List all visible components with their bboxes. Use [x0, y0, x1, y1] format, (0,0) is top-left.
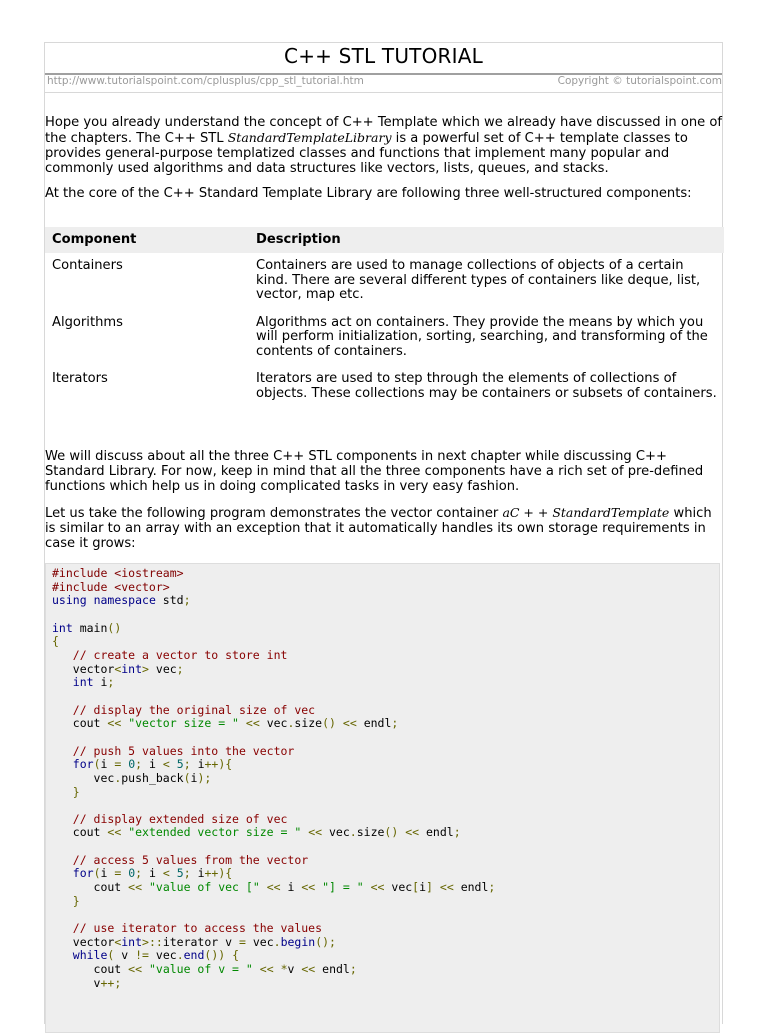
code-token: >:: [142, 934, 163, 949]
code-token: size [294, 716, 323, 731]
code-line [52, 608, 719, 622]
code-token: using [52, 593, 87, 608]
intro-paragraph [45, 115, 724, 176]
code-token: () [107, 620, 122, 635]
code-token: cout [52, 716, 108, 731]
code-token: #include <vector> [52, 579, 170, 594]
intro-italic-term: StandardTemplateLibrary [227, 130, 392, 145]
code-token: () [322, 716, 336, 731]
code-line [52, 676, 719, 690]
code-token [170, 757, 177, 771]
code-block [45, 563, 720, 1033]
vector-text-a: Let us take the following program demonstrates the vector container [45, 506, 503, 521]
code-token: vec [148, 661, 177, 676]
code-token: << [128, 880, 143, 895]
code-token: (); [315, 934, 336, 949]
code-token: v [287, 962, 302, 977]
code-token: vec [148, 948, 177, 963]
code-token: main [72, 620, 108, 635]
code-token: = [114, 866, 122, 881]
code-line [52, 963, 719, 977]
code-line [52, 840, 719, 854]
code-token [239, 716, 246, 730]
code-token: v [52, 975, 101, 990]
code-token: ); [197, 770, 212, 785]
code-token: int [121, 934, 143, 949]
components-intro-paragraph: At the core of the C++ Standard Template Library are following three well-structured components: [45, 186, 692, 201]
row-description: Algorithms act on containers. They provide the means by which you will perform initialization, sorting, searching, and transforming of the contents of containers. [256, 314, 708, 359]
code-line [52, 594, 719, 608]
code-token: < [114, 934, 122, 949]
code-token: endl [315, 962, 350, 977]
code-token: 5 [176, 757, 184, 772]
stl-discussion-paragraph: We will discuss about all the three C++ STL components in next chapter while discussing C++ Standard Library. For now, keep in mind that all the three components have a rich set of pre-defined functions which help us in doing complicated tasks in very easy fashion. [45, 449, 704, 494]
code-token [52, 757, 73, 771]
code-line [52, 826, 719, 840]
code-line [52, 949, 719, 963]
code-token [170, 866, 177, 880]
code-token: vec [322, 825, 350, 840]
code-token: << [301, 962, 316, 977]
code-token: v [114, 948, 136, 963]
code-line [52, 854, 719, 868]
code-token: ( [93, 866, 101, 881]
code-token: vec [245, 934, 274, 949]
code-line [52, 895, 719, 909]
vector-intro-paragraph [45, 505, 724, 551]
code-line [52, 690, 719, 704]
code-token: cout [52, 880, 129, 895]
code-token: ; [183, 757, 191, 772]
code-token [52, 648, 73, 662]
code-line [52, 581, 719, 595]
code-line [52, 772, 719, 786]
code-token [336, 716, 343, 730]
document-page [44, 42, 723, 1024]
row-description: Iterators are used to step through the elements of collections of objects. These collections may be containers or subsets of containers. [256, 371, 717, 401]
code-token: ( [107, 948, 115, 963]
code-token: << [259, 962, 274, 977]
code-line [52, 635, 719, 649]
code-token: begin [280, 934, 316, 949]
code-token: iterator v [162, 934, 239, 949]
code-token [433, 880, 440, 894]
code-token: "value of v = " [148, 962, 253, 977]
code-token: endl [453, 880, 489, 895]
code-token: ; [488, 880, 496, 895]
code-token: endl [419, 825, 454, 840]
code-token [52, 744, 73, 758]
code-token: vec [384, 880, 413, 895]
code-token: ++; [100, 975, 122, 990]
code-token: ++){ [204, 757, 233, 772]
code-token: // push 5 values into the vector [72, 743, 295, 758]
code-token: i [419, 880, 427, 895]
code-line [52, 649, 719, 663]
code-token: } [72, 893, 80, 908]
code-token: [ [412, 880, 420, 895]
code-token: . [349, 825, 357, 840]
code-token: << [301, 880, 316, 895]
table-header-row [45, 227, 724, 253]
code-token: ] [426, 880, 433, 895]
code-token: i [190, 757, 205, 772]
code-token: namespace [93, 593, 156, 608]
code-token: i [100, 866, 115, 881]
code-token: ; [453, 825, 461, 840]
code-token: ; [183, 866, 191, 881]
code-token: 0 [128, 866, 136, 881]
code-token: << [342, 716, 357, 731]
code-token [253, 962, 260, 976]
code-token: i [190, 770, 198, 785]
code-token: vector [52, 934, 115, 949]
code-token: int [121, 661, 143, 676]
code-token: > [142, 661, 149, 676]
code-token: i [93, 675, 108, 690]
code-token: ; [135, 757, 143, 772]
code-token: * [280, 962, 288, 977]
code-line [52, 813, 719, 827]
code-token: () [384, 825, 399, 840]
code-token: << [370, 880, 385, 895]
code-token [142, 962, 149, 976]
code-token: end [183, 948, 205, 963]
code-token [52, 703, 73, 717]
vector-text-b: which is similar to an array with an exception that it automatically handles its own storage requirements in case it grows: [45, 506, 712, 551]
code-token: int [52, 620, 73, 635]
code-token: . [273, 934, 281, 949]
code-token: << [245, 716, 260, 731]
code-token: vec [259, 716, 288, 731]
code-token: << [107, 825, 122, 840]
code-token: int [72, 675, 94, 690]
code-line [52, 567, 719, 581]
code-token: vec [52, 770, 115, 785]
intro-text-b: is a powerful set of C++ template classes to provides general-purpose templatized classes and functions that implement many popular and commonly used algorithms and data structures like vectors, lists, queues, and stacks. [45, 131, 688, 176]
row-description: Containers are used to manage collections of objects of a certain kind. There are several different types of containers like deque, list, vector, map etc. [256, 258, 701, 302]
code-token: < [162, 757, 170, 772]
code-token: ( [183, 770, 191, 785]
code-token: 5 [176, 866, 184, 881]
code-token: } [72, 784, 80, 799]
code-token [52, 921, 73, 935]
code-token [52, 812, 73, 826]
code-token: ; [176, 661, 184, 676]
code-token: { [52, 634, 59, 649]
code-line [52, 717, 719, 731]
code-token: "vector size = " [128, 716, 239, 731]
code-token: . [176, 948, 184, 963]
code-token: cout [52, 825, 108, 840]
code-token: << [439, 880, 454, 895]
code-token: ; [183, 593, 191, 608]
code-token: = [114, 757, 122, 772]
code-line [52, 731, 719, 745]
code-token: for [72, 757, 94, 772]
code-line [52, 799, 719, 813]
code-token: << [308, 825, 323, 840]
code-token: "extended vector size = " [128, 825, 302, 840]
code-token: < [114, 661, 122, 676]
source-divider [45, 92, 722, 93]
code-line [52, 704, 719, 718]
code-token: // access 5 values from the vector [72, 852, 309, 867]
code-token: // display the original size of vec [72, 702, 316, 717]
code-token: #include <iostream> [52, 566, 184, 580]
code-token: // create a vector to store int [72, 647, 288, 662]
page-title: C++ STL TUTORIAL [284, 44, 483, 68]
code-token: < [162, 866, 170, 881]
code-token: << [107, 716, 122, 731]
row-component: Containers [52, 258, 123, 273]
code-line [52, 786, 719, 800]
code-token: // display extended size of vec [72, 811, 288, 826]
code-line [52, 622, 719, 636]
table-row [45, 253, 724, 310]
code-token [142, 880, 149, 894]
code-token: << [266, 880, 281, 895]
code-token [52, 675, 73, 689]
code-line [52, 663, 719, 677]
code-token: ( [93, 757, 101, 772]
vector-italic-term: aC + + StandardTemplate [502, 505, 670, 520]
intro-text-a: Hope you already understand the concept of C++ Template which we already have discussed in one of the chapters. The C++ STL [45, 115, 722, 146]
code-line [52, 908, 719, 922]
copyright-notice: Copyright © tutorialspoint.com [557, 75, 722, 87]
code-token: i [280, 880, 302, 895]
code-token: cout [52, 962, 129, 977]
code-token [87, 593, 94, 607]
code-token: . [114, 770, 122, 785]
code-token: != [135, 948, 149, 963]
code-token [260, 880, 267, 894]
components-table [45, 227, 724, 408]
code-line [52, 977, 719, 991]
code-token [52, 785, 73, 799]
code-token: vector [52, 661, 115, 676]
code-token: 0 [128, 757, 136, 772]
row-component: Algorithms [52, 314, 123, 330]
code-token [52, 866, 73, 880]
code-token: ; [107, 675, 115, 690]
code-token [364, 880, 371, 894]
code-token: ; [135, 866, 143, 881]
code-line [52, 936, 719, 950]
code-token: i [142, 866, 163, 881]
code-token: size [356, 825, 385, 840]
code-line [52, 922, 719, 936]
code-line [52, 881, 719, 895]
code-token [52, 894, 73, 908]
code-token [52, 948, 73, 962]
code-token: { [232, 948, 240, 963]
code-token: ; [391, 716, 399, 731]
code-line [52, 867, 719, 881]
code-token: i [100, 757, 115, 772]
code-token: ; [349, 962, 357, 977]
code-token: std [155, 593, 184, 608]
code-token: "] = " [322, 880, 364, 895]
code-token: ()) [204, 948, 226, 963]
code-token: // use iterator to access the values [72, 921, 323, 936]
code-token: while [72, 948, 108, 963]
code-token: << [128, 962, 143, 977]
code-token: "value of vec [" [148, 880, 260, 895]
row-component: Iterators [52, 371, 108, 386]
code-line [52, 758, 719, 772]
header-description: Description [249, 227, 724, 253]
code-token: ++){ [204, 866, 233, 881]
code-token [52, 853, 73, 867]
header-component: Component [45, 227, 249, 253]
code-token: << [405, 825, 420, 840]
code-token: = [238, 934, 246, 949]
code-token: endl [356, 716, 392, 731]
table-row [45, 310, 724, 367]
code-token: for [72, 866, 94, 881]
code-token [274, 962, 281, 976]
code-token: i [190, 866, 205, 881]
code-token: i [142, 757, 163, 772]
code-token: . [287, 716, 295, 731]
table-row [45, 366, 724, 408]
code-line [52, 745, 719, 759]
source-url: http://www.tutorialspoint.com/cplusplus/cpp_stl_tutorial.htm [47, 75, 364, 87]
source-bar [45, 75, 722, 91]
code-token: push_back [121, 770, 184, 785]
